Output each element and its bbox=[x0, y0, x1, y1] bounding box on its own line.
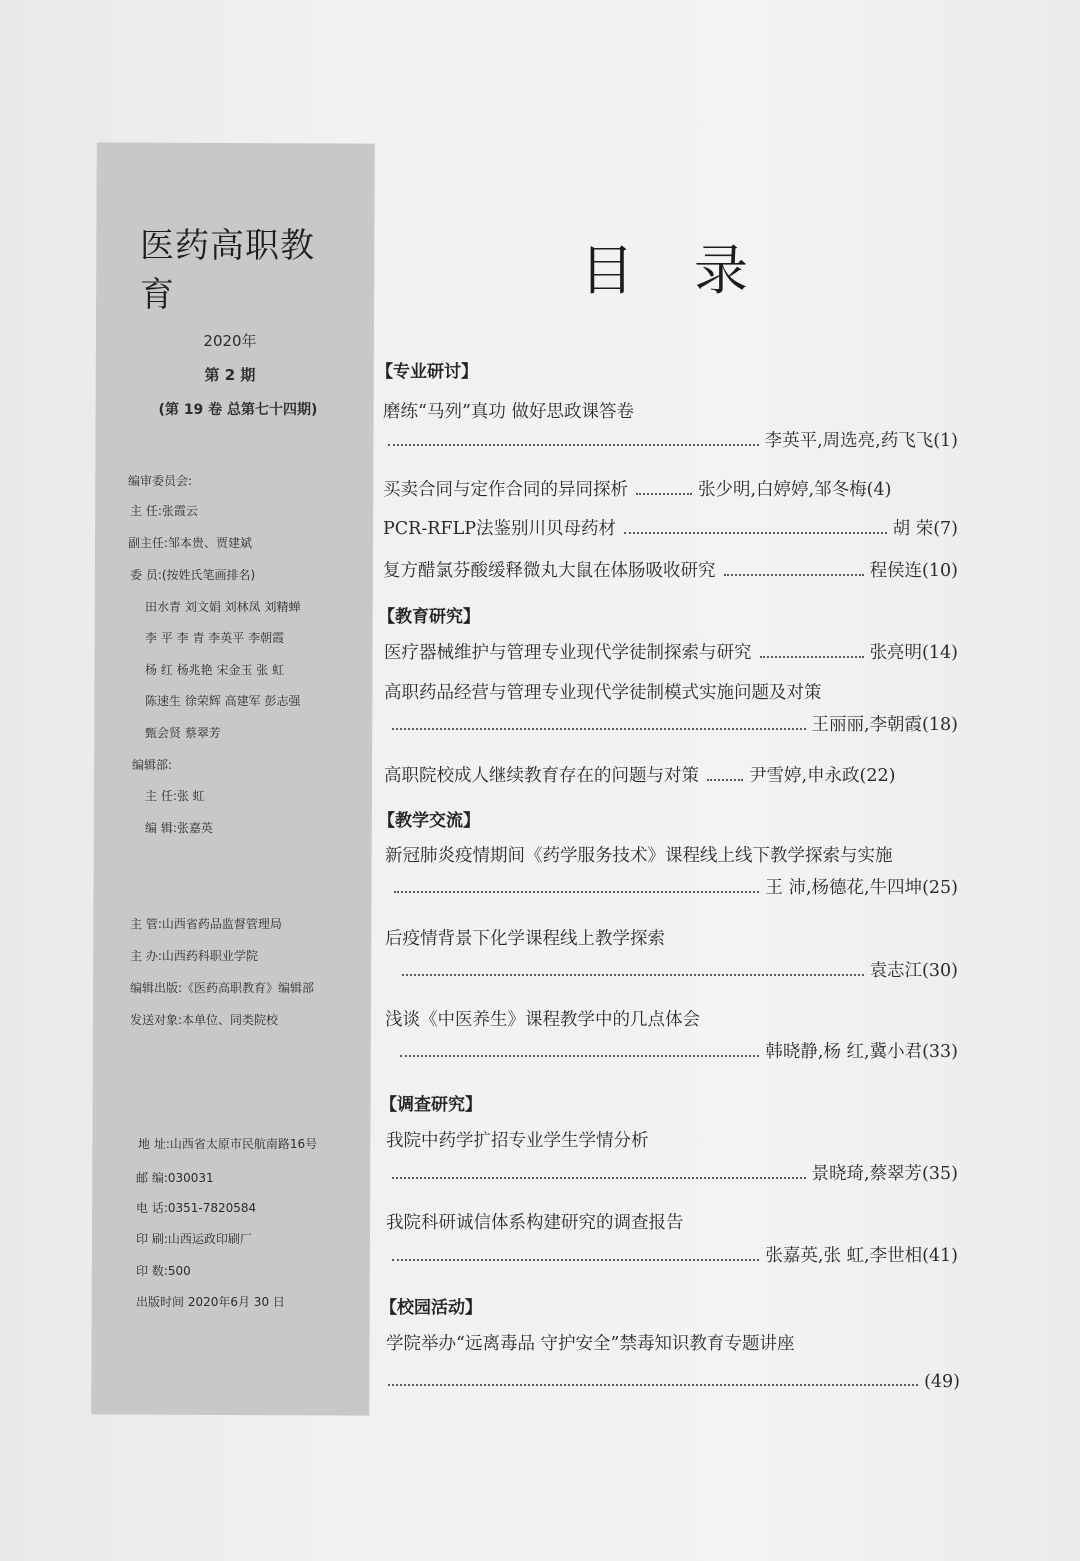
members-heading: 委 员:(按姓氏笔画排名) bbox=[130, 568, 256, 582]
entry-authors-page: 胡 荣(7) bbox=[892, 519, 958, 539]
editor: 编 辑:张嘉英 bbox=[145, 821, 213, 835]
dot-leader bbox=[707, 779, 743, 781]
printer: 印 刷:山西运政印刷厂 bbox=[136, 1232, 252, 1246]
distribution: 发送对象:本单位、同类院校 bbox=[130, 1013, 279, 1027]
board-director: 主 任:张霞云 bbox=[130, 504, 198, 518]
dot-leader bbox=[392, 1259, 759, 1261]
dot-leader bbox=[624, 532, 887, 534]
section-header: 【教育研究】 bbox=[378, 607, 480, 627]
dot-leader bbox=[760, 656, 864, 658]
dot-leader bbox=[724, 574, 864, 576]
dot-leader bbox=[388, 1384, 918, 1386]
entry-authors-page: 韩晓静,杨 红,冀小君(33) bbox=[765, 1042, 958, 1062]
section-header: 【校园活动】 bbox=[380, 1298, 482, 1318]
entry-row bbox=[383, 515, 958, 540]
entry-title: 后疫情背景下化学课程线上教学探索 bbox=[385, 929, 665, 949]
entry-title: 复方醋氯芬酸缓释微丸大鼠在体肠吸收研究 bbox=[383, 561, 716, 581]
entry-leader-row bbox=[402, 960, 958, 982]
entry-leader-row bbox=[388, 430, 958, 452]
entry-authors-page: 尹雪婷,申永政(22) bbox=[749, 766, 896, 786]
entry-title: 买卖合同与定作合同的异同探析 bbox=[383, 480, 628, 500]
editorial-director: 主 任:张 虹 bbox=[145, 789, 205, 803]
entry-authors-page: 袁志江(30) bbox=[869, 961, 958, 981]
member-row: 李 平 李 青 李英平 李朝霞 bbox=[145, 631, 285, 645]
entry-authors-page: 李英平,周选亮,药飞飞(1) bbox=[764, 431, 958, 451]
entry-title: 磨练“马列”真功 做好思政课答卷 bbox=[383, 402, 634, 422]
entry-title: 我院中药学扩招专业学生学情分析 bbox=[386, 1131, 649, 1151]
entry-authors-page: 王 沛,杨德花,牛四坤(25) bbox=[765, 878, 958, 898]
entry-title: 学院举办“远离毒品 守护安全”禁毒知识教育专题讲座 bbox=[386, 1334, 795, 1354]
dot-leader bbox=[388, 444, 759, 446]
entry-title: 高职药品经营与管理专业现代学徒制模式实施问题及对策 bbox=[384, 683, 822, 703]
entry-row bbox=[383, 557, 958, 582]
phone: 电 话:0351-7820584 bbox=[136, 1201, 257, 1215]
toc-title: 目录 bbox=[580, 239, 808, 302]
entry-authors-page: 张少明,白婷婷,邹冬梅(4) bbox=[698, 480, 892, 500]
dot-leader bbox=[394, 891, 759, 893]
entry-authors-page: 张亮明(14) bbox=[869, 643, 958, 663]
entry-authors-page: (49) bbox=[924, 1372, 960, 1392]
print-count: 印 数:500 bbox=[136, 1264, 191, 1278]
dot-leader bbox=[402, 974, 864, 976]
entry-title: 新冠肺炎疫情期间《药学服务技术》课程线上线下教学探索与实施 bbox=[385, 846, 893, 866]
entry-title: 浅谈《中医养生》课程教学中的几点体会 bbox=[385, 1010, 700, 1030]
entry-row bbox=[384, 762, 958, 787]
section-header: 【专业研讨】 bbox=[376, 362, 478, 382]
address: 地 址:山西省太原市民航南路16号 bbox=[138, 1137, 318, 1151]
dot-leader bbox=[400, 1055, 759, 1057]
member-row: 杨 红 杨兆艳 宋金玉 张 虹 bbox=[145, 663, 285, 677]
entry-title: 高职院校成人继续教育存在的问题与对策 bbox=[384, 766, 699, 786]
entry-leader-row bbox=[392, 1163, 958, 1185]
entry-title: 我院科研诚信体系构建研究的调查报告 bbox=[386, 1213, 684, 1233]
organizer: 主 办:山西药科职业学院 bbox=[130, 949, 258, 963]
board-heading: 编审委员会: bbox=[128, 474, 193, 488]
volume-info: (第 19 卷 总第七十四期) bbox=[158, 402, 318, 418]
entry-leader-row bbox=[392, 714, 958, 736]
entry-leader-row bbox=[388, 1370, 960, 1392]
issue-number: 第 2 期 bbox=[204, 366, 256, 384]
entry-authors-page: 景晓琦,蔡翠芳(35) bbox=[811, 1164, 958, 1184]
entry-authors-page: 王丽丽,李朝霞(18) bbox=[811, 715, 958, 735]
publisher: 编辑出版:《医药高职教育》编辑部 bbox=[130, 981, 315, 995]
section-header: 【教学交流】 bbox=[378, 811, 480, 831]
dot-leader bbox=[392, 1177, 806, 1179]
entry-title: PCR-RFLP法鉴别川贝母药材 bbox=[383, 519, 616, 539]
entry-row bbox=[383, 476, 958, 501]
entry-authors-page: 张嘉英,张 虹,李世相(41) bbox=[765, 1246, 958, 1266]
section-header: 【调查研究】 bbox=[380, 1095, 482, 1115]
member-row: 田水青 刘文娟 刘林凤 刘精蝉 bbox=[145, 600, 301, 614]
entry-row bbox=[384, 639, 958, 664]
publication-date: 出版时间 2020年6月 30 日 bbox=[136, 1295, 285, 1309]
member-row: 陈速生 徐荣辉 高建军 彭志强 bbox=[145, 694, 301, 708]
journal-title: 医药高职教育 bbox=[140, 226, 315, 315]
entry-leader-row bbox=[400, 1041, 958, 1063]
entry-authors-page: 程侯连(10) bbox=[869, 561, 958, 581]
board-vice-director: 副主任:邹本贵、贾建斌 bbox=[128, 536, 253, 550]
sponsor: 主 管:山西省药品监督管理局 bbox=[130, 917, 282, 931]
issue-year: 2020年 bbox=[203, 332, 257, 350]
entry-leader-row bbox=[394, 877, 958, 899]
dot-leader bbox=[392, 728, 806, 730]
dot-leader bbox=[636, 493, 692, 495]
entry-leader-row bbox=[392, 1245, 958, 1267]
entry-title: 医疗器械维护与管理专业现代学徒制探索与研究 bbox=[384, 643, 752, 663]
postcode: 邮 编:030031 bbox=[136, 1171, 214, 1185]
editorial-heading: 编辑部: bbox=[132, 758, 173, 772]
member-row: 甄会贤 蔡翠芳 bbox=[145, 726, 221, 740]
